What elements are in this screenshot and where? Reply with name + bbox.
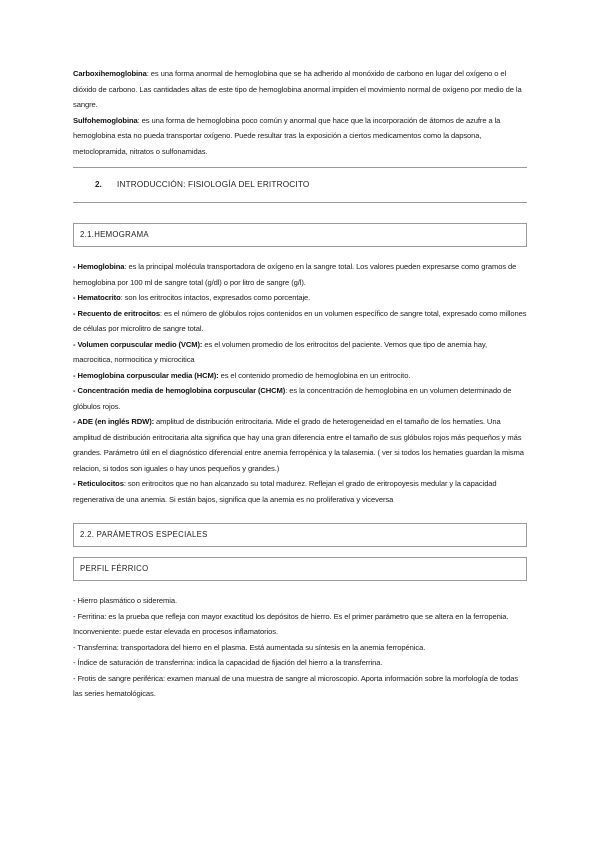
- list-item: [73, 414, 527, 476]
- item-term: - Recuento de eritrocitos: [73, 308, 160, 318]
- item-text: : es la principal molécula transportadora de oxígeno en la sangre total. Los valores pueden expresarse como gramos de hemoglobina por 100 ml de sangre total (g/dl) o por litro de sangre (g/l).: [73, 262, 517, 287]
- list-item: - Frotis de sangre periférica: examen manual de una muestra de sangre al microscopio. Aporta información sobre la morfología de todas las series hematológicas.: [73, 673, 519, 698]
- item-text: : es la concentración de hemoglobina en un volumen determinado de glóbulos rojos.: [73, 386, 512, 411]
- subsection-heading-hemograma: 2.1.HEMOGRAMA: [73, 223, 527, 247]
- list-item: [73, 337, 527, 368]
- perfil-ferrico-list: [73, 593, 527, 702]
- term-sulfohemoglobina: Sulfohemoglobina: [73, 115, 138, 125]
- list-item: - Ferritina: es la prueba que refleja con mayor exactitud los depósitos de hierro. Es el primer parámetro que se altera en la ferropenia. Inconveniente: puede estar elevada en procesos inflamatorios.: [73, 611, 509, 636]
- item-text: amplitud de distribución eritrocitaria. Mide el grado de heterogeneidad en el tamaño de los hematíes. Una amplitud de distribución eritrocitaria alta significa que hay una gran diferencia entre el tamaño de sus glóbulos rojos más pequeños y más grandes. Parámetro útil en el diagnóstico diferencial entre anemia ferropénica y la talasemia. ( ver si todos los hematies guardan la misma relacion, si todos son iguales o hay unos pequeños y grandes.): [73, 417, 524, 473]
- item-text: es el contenido promedio de hemoglobina en un eritrocito.: [218, 370, 411, 380]
- item-text: : son los eritrocitos intactos, expresados como porcentaje.: [120, 293, 311, 302]
- section-number: 2.: [95, 180, 102, 189]
- item-term: - Concentración media de hemoglobina corpuscular (CHCM): [73, 386, 286, 395]
- paragraph-sulfohemoglobina: [73, 113, 527, 160]
- section-title: INTRODUCCIÓN: FISIOLOGÍA DEL ERITROCITO: [117, 180, 310, 189]
- list-item: - Índice de saturación de transferrina: indica la capacidad de fijación del hierro a la transferrina.: [73, 658, 383, 667]
- item-term: - Hemoglobina corpuscular media (HCM):: [73, 370, 219, 380]
- item-term: - ADE (en inglés RDW):: [73, 417, 155, 426]
- item-term: - Volumen corpuscular medio (VCM):: [73, 339, 203, 349]
- subsection-heading-perfil-ferrico: PERFIL FÉRRICO: [73, 557, 527, 581]
- list-item: - Transferrina: transportadora del hierro en el plasma. Está aumentada su síntesis en la anemia ferropénica.: [73, 642, 426, 652]
- item-term: - Hematocrito: [73, 293, 121, 302]
- text-sulfohemoglobina: : es una forma de hemoglobina poco común y anormal que hace que la incorporación de átomos de azufre a la hemoglobina esta no pueda transportar oxígeno. Puede resultar tras la exposición a ciertos medicamentos como la dapsona, metoclopramida, nitratos o sulfonamidas.: [73, 115, 501, 156]
- subsection-heading-parametros: 2.2. PARÁMETROS ESPECIALES: [73, 523, 527, 547]
- list-item: - Hierro plasmático o sideremia.: [73, 596, 177, 605]
- term-carboxihemoglobina: Carboxihemoglobina: [73, 69, 147, 78]
- list-item: [73, 476, 527, 507]
- item-text: : son eritrocitos que no han alcanzado su total madurez. Reflejan el grado de eritropoyesis medular y la capacidad regenerativa de una anemia. Si están bajos, significa que la anemia es no proliferativa y viceversa: [73, 479, 497, 504]
- text-carboxihemoglobina: : es una forma anormal de hemoglobina que se ha adherido al monóxido de carbono en lugar del oxígeno o el dióxido de carbono. Las cantidades altas de este tipo de hemoglobina anormal impiden el movimiento normal de oxígeno por medio de la sangre.: [73, 69, 522, 109]
- list-item: [73, 383, 527, 414]
- paragraph-carboxihemoglobina: [73, 66, 527, 113]
- list-item: [73, 306, 527, 337]
- item-term: - Reticulocitos: [73, 479, 124, 488]
- list-item: [73, 259, 527, 290]
- list-item: [73, 290, 527, 306]
- item-text: : es el número de glóbulos rojos contenidos en un volumen específico de sangre total, expresado como millones de células por microlitro de sangre total.: [73, 308, 527, 333]
- item-term: - Hemoglobina: [73, 262, 125, 271]
- hemograma-list: [73, 259, 527, 507]
- item-text: es el volumen promedio de los eritrocitos del paciente. Vemos que tipo de anemia hay, macrocitica, normocitica y microcitica: [73, 339, 488, 364]
- document-page: [73, 66, 527, 702]
- list-item: [73, 368, 527, 384]
- section-heading-2: [73, 168, 527, 202]
